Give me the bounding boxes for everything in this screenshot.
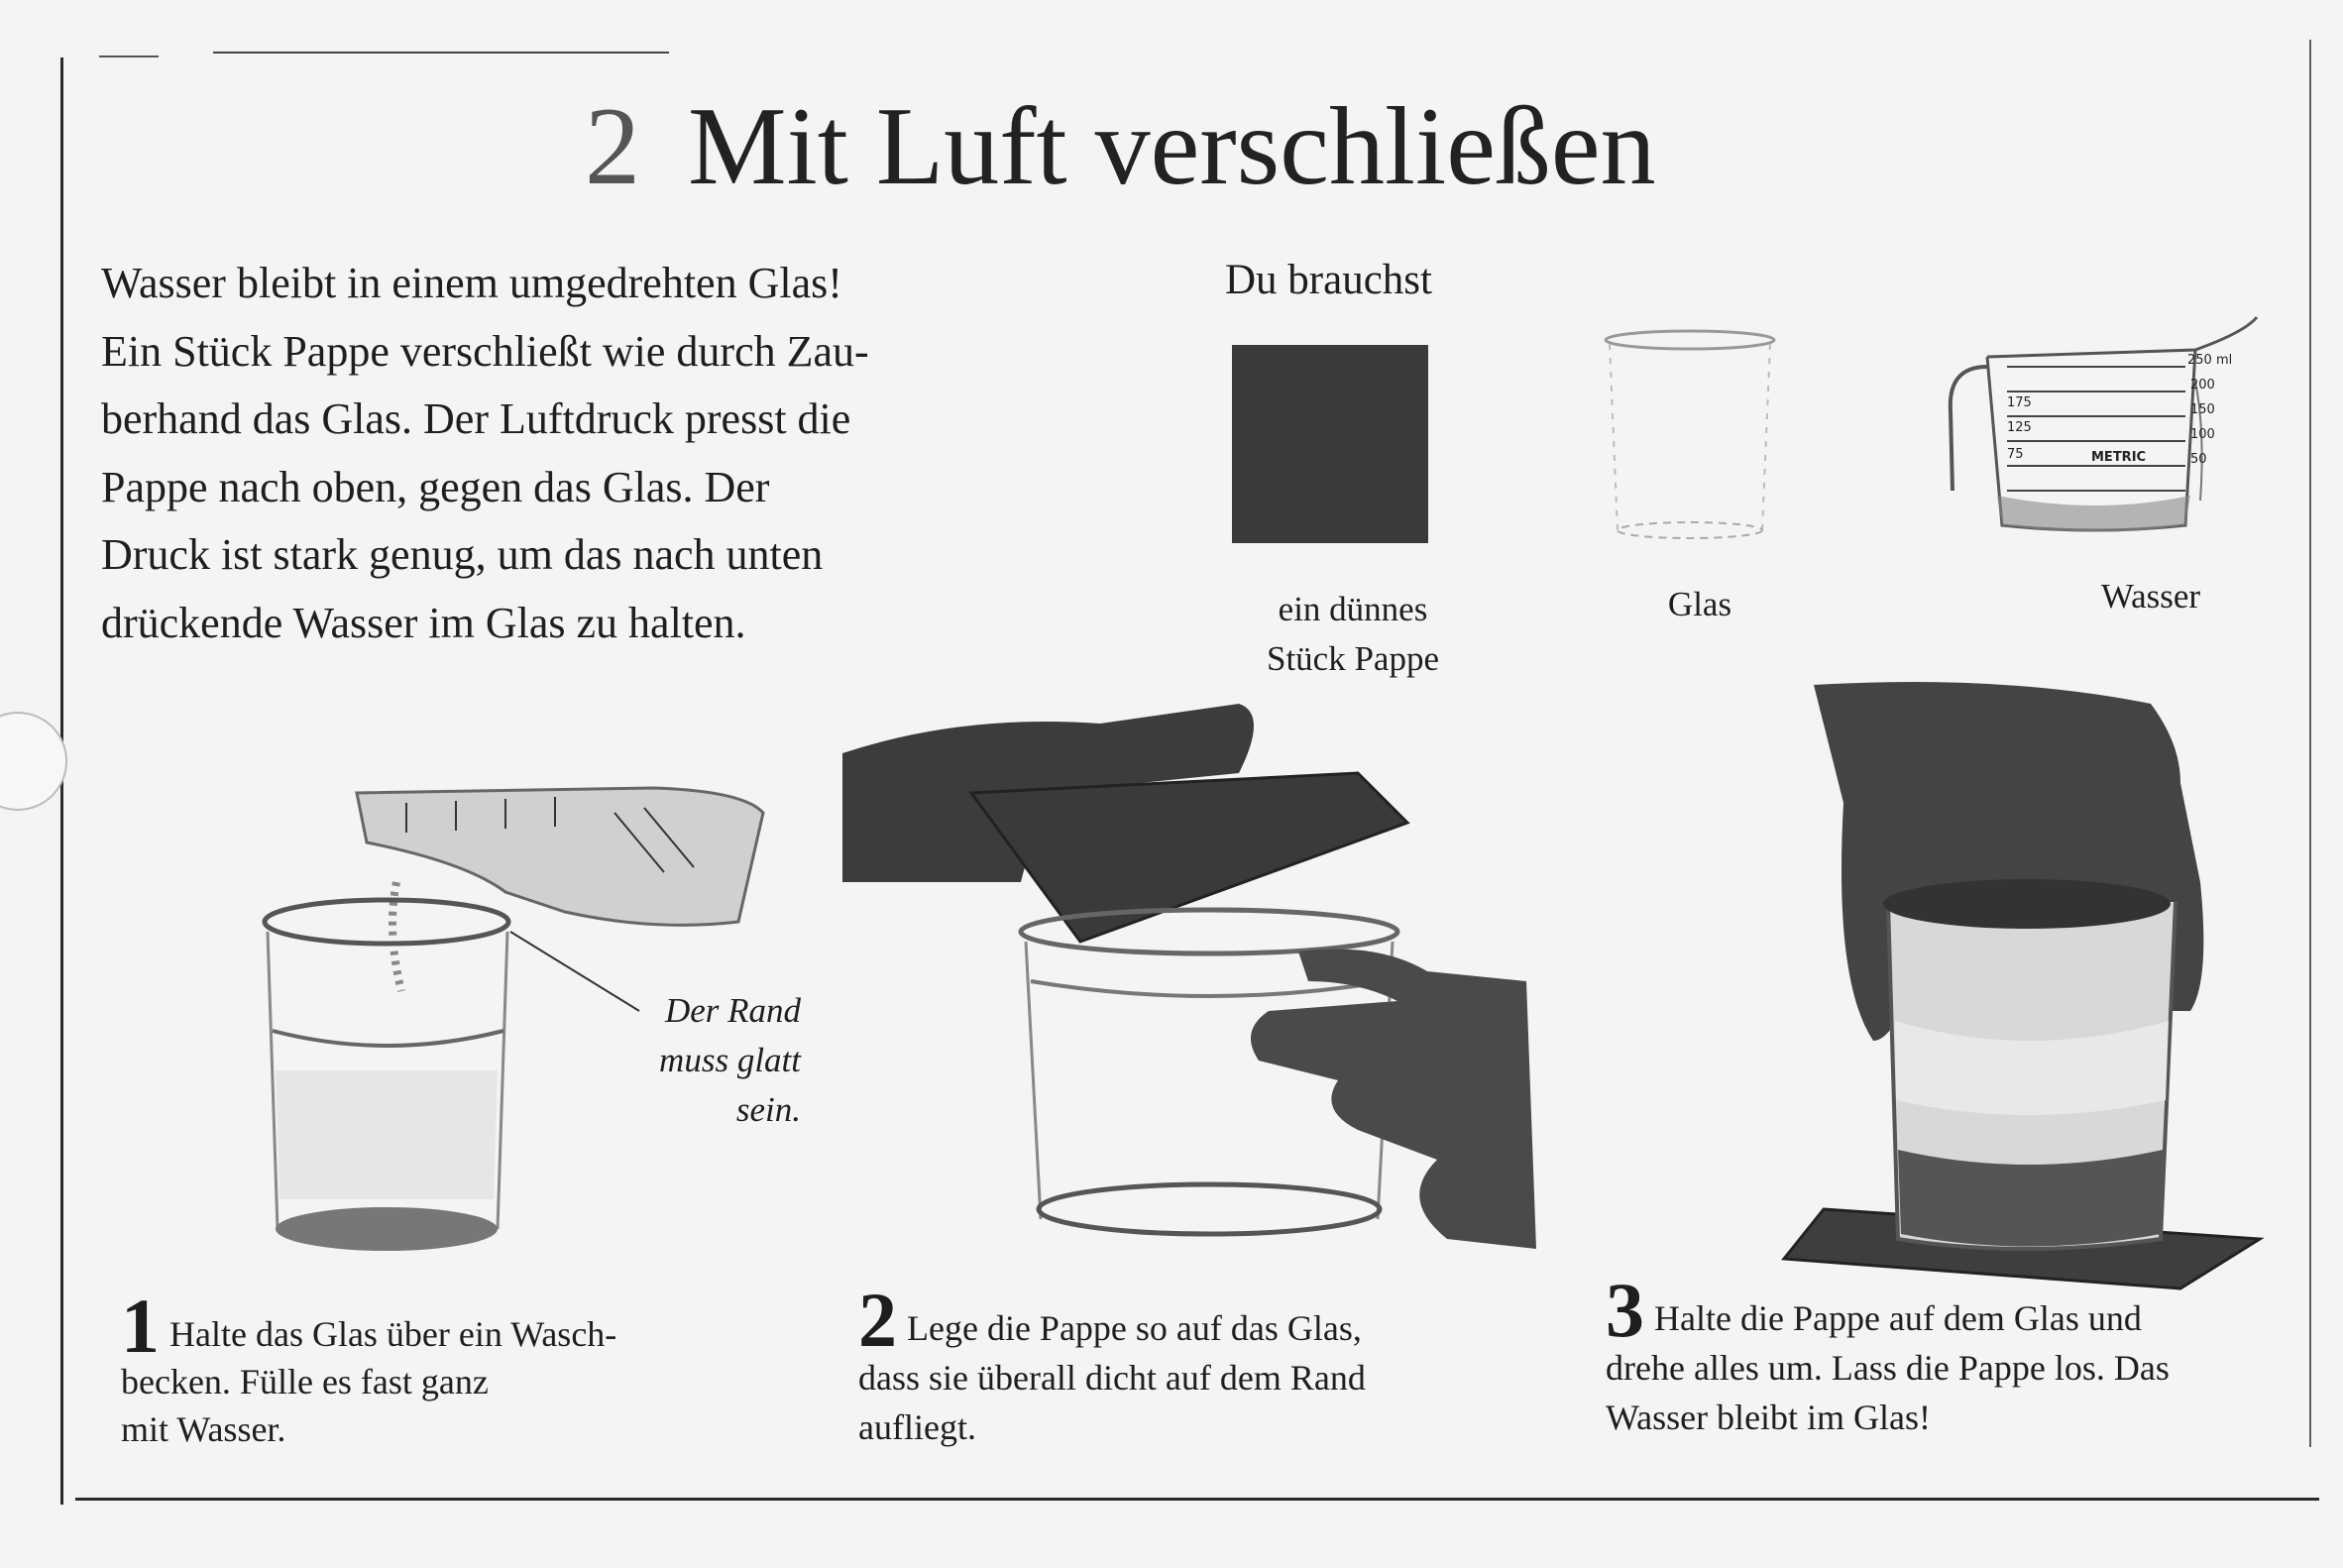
intro-line: berhand das Glas. Der Luftdruck presst die	[101, 394, 851, 443]
title-text: Mit Luft verschließen	[688, 85, 1656, 208]
intro-line: drückende Wasser im Glas zu halten.	[101, 598, 746, 647]
rim-note-line: sein.	[735, 1090, 801, 1129]
material-caption-cardboard: ein dünnes Stück Pappe	[1266, 590, 1439, 678]
step-1	[121, 1283, 735, 1457]
step2-illustration	[842, 704, 1556, 1259]
page-title	[585, 87, 1656, 206]
top-rule	[213, 52, 669, 54]
punch-hole	[0, 712, 67, 811]
step-line: drehe alles um. Lass die Pappe los. Das	[1606, 1348, 2170, 1388]
frame-right-rule	[2309, 40, 2311, 1447]
step-number: 1	[121, 1283, 160, 1369]
cup-mark: 100	[2190, 427, 2215, 442]
cup-mark: 175	[2007, 395, 2032, 410]
step3-illustration	[1784, 684, 2299, 1288]
material-caption-water: Wasser	[2100, 577, 2201, 616]
rim-note-line: Der Rand	[664, 991, 801, 1030]
intro-line: Pappe nach oben, gegen das Glas. Der	[101, 462, 770, 511]
step-line: Wasser bleibt im Glas!	[1606, 1398, 1932, 1437]
material-caption-glass: Glas	[1667, 585, 1732, 623]
step-line: Lege die Pappe so auf das Glas,	[907, 1308, 1362, 1348]
step-3	[1606, 1267, 2299, 1445]
rim-note	[614, 986, 801, 1135]
step-2	[858, 1277, 1532, 1455]
intro-line: Druck ist stark genug, um das nach unten	[101, 530, 824, 579]
rim-note-line: muss glatt	[659, 1041, 801, 1079]
cup-mark: 125	[2007, 420, 2032, 435]
cup-mark: METRIC	[2091, 450, 2147, 465]
materials-heading: Du brauchst	[1225, 257, 1432, 303]
cardboard-illustration	[1232, 345, 1428, 543]
step-line: aufliegt.	[858, 1407, 976, 1447]
frame-bottom-rule	[75, 1498, 2319, 1501]
step-line: Halte das Glas über ein Wasch-	[169, 1314, 617, 1354]
step-line: mit Wasser.	[121, 1409, 286, 1449]
cup-mark: 200	[2190, 378, 2215, 392]
step-line: Halte die Pappe auf dem Glas und	[1654, 1298, 2142, 1338]
step-number: 3	[1606, 1267, 1644, 1353]
cup-mark: 50	[2190, 452, 2207, 467]
cup-mark: 250 ml	[2187, 353, 2233, 368]
measuring-cup-illustration	[1948, 312, 2265, 550]
intro-line: Wasser bleibt in einem umgedrehten Glas!	[101, 259, 842, 307]
cup-mark: 75	[2007, 447, 2024, 462]
glass-illustration	[1596, 322, 1784, 550]
step-line: becken. Fülle es fast ganz	[121, 1362, 489, 1401]
title-number: 2	[585, 85, 640, 208]
intro-line: Ein Stück Pappe verschließt wie durch Zau-	[101, 326, 869, 376]
top-rule	[99, 56, 159, 57]
intro-paragraph	[101, 250, 1102, 657]
step-line: dass sie überall dicht auf dem Rand	[858, 1358, 1366, 1398]
step-number: 2	[858, 1277, 897, 1363]
cup-mark: 150	[2190, 402, 2215, 417]
